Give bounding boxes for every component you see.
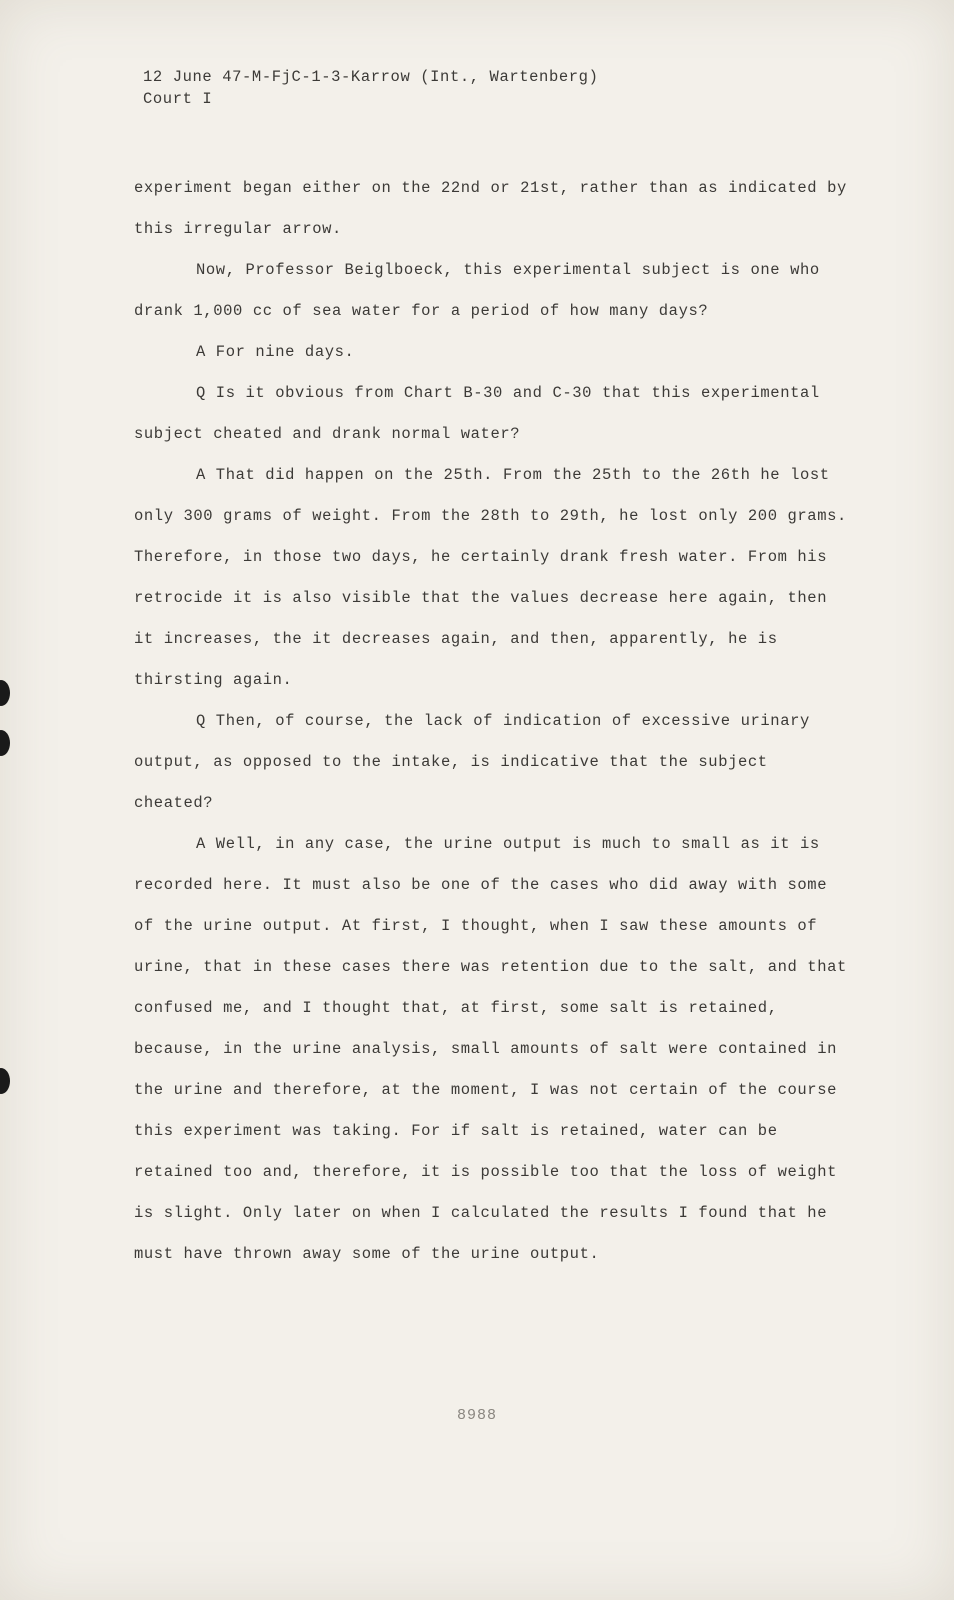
paragraph-answer: A That did happen on the 25th. From the 25th to the 26th he lost only 300 grams of weight. From the 28th to 29th, he lost only 200 grams. Therefore, in those two days, he certainly drank fresh water. From his retrocide it is also visible that the values decrease here again, then it increases, the it decreases again, and then, apparently, he is thirsting again. — [134, 466, 847, 689]
transcript-body — [134, 168, 854, 1275]
paragraph-question: Q Is it obvious from Chart B-30 and C-30 that this experimental subject cheated and drank normal water? — [134, 384, 820, 443]
binder-hole — [0, 1068, 10, 1094]
binder-hole — [0, 680, 10, 706]
header-court-line: Court I — [143, 90, 213, 108]
paragraph-question: Now, Professor Beiglboeck, this experimental subject is one who drank 1,000 cc of sea water for a period of how many days? — [134, 261, 820, 320]
paragraph-answer: A For nine days. — [196, 343, 355, 361]
paragraph-question: Q Then, of course, the lack of indication of excessive urinary output, as opposed to the intake, is indicative that the subject cheated? — [134, 712, 810, 812]
transcript-header — [143, 66, 598, 110]
binder-hole — [0, 730, 10, 756]
header-session-line: 12 June 47-M-FjC-1-3-Karrow (Int., Wartenberg) — [143, 68, 599, 86]
page-number: 8988 — [456, 1407, 497, 1424]
paragraph-answer: A Well, in any case, the urine output is much to small as it is recorded here. It must also be one of the cases who did away with some of the urine output. At first, I thought, when I saw these amounts of urine, that in these cases there was retention due to the salt, and that confused me, and I thought that, at first, some salt is retained, because, in the urine analysis, small amounts of salt were contained in the urine and therefore, at the moment, I was not certain of the course this experiment was taking. For if salt is retained, water can be retained too and, therefore, it is possible too that the loss of weight is slight. Only later on when I calculated the results I found that he must have thrown away some of the urine output. — [134, 835, 847, 1263]
paragraph-continuation: experiment began either on the 22nd or 21st, rather than as indicated by this irregular arrow. — [134, 179, 847, 238]
